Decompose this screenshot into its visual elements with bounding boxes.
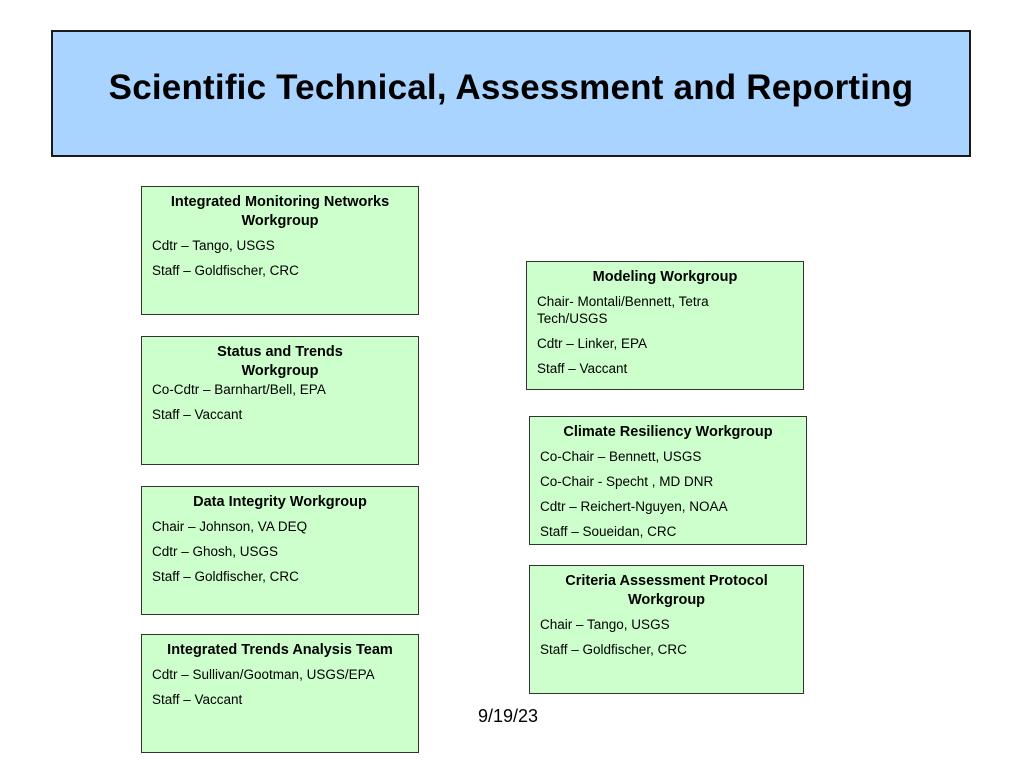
box-title: Data Integrity Workgroup <box>193 494 367 510</box>
modeling-workgroup-box <box>526 261 804 390</box>
data-integrity-box <box>141 486 419 615</box>
title-banner <box>51 30 971 157</box>
box-line: Staff – Goldfischer, CRC <box>152 263 299 278</box>
box-line: Cdtr – Tango, USGS <box>152 238 275 253</box>
integrated-monitoring-networks-box <box>141 186 419 315</box>
box-line: Staff – Goldfischer, CRC <box>152 569 299 584</box>
box-title: Modeling Workgroup <box>592 269 738 285</box>
page-title: Scientific Technical, Assessment and Reporting <box>108 67 914 107</box>
box-line: Chair – Tango, USGS <box>540 617 670 632</box>
box-line: Cdtr – Sullivan/Gootman, USGS/EPA <box>152 667 375 682</box>
climate-resiliency-box <box>529 416 807 545</box>
criteria-assessment-protocol-box <box>529 565 804 694</box>
box-line: Cdtr – Ghosh, USGS <box>152 544 279 559</box>
box-line: Co-Cdtr – Barnhart/Bell, EPA <box>152 382 326 397</box>
box-line: Chair – Johnson, VA DEQ <box>152 519 308 534</box>
slide-date: 9/19/23 <box>478 706 539 726</box>
box-title: Integrated Trends Analysis Team <box>167 642 393 658</box>
box-title: Criteria Assessment Protocol Workgroup <box>565 573 768 608</box>
box-line: Staff – Goldfischer, CRC <box>540 642 687 657</box>
box-title: Integrated Monitoring Networks Workgroup <box>170 194 390 229</box>
box-line: Co-Chair - Specht , MD DNR <box>540 474 714 489</box>
box-line: Chair- Montali/Bennett, Tetra Tech/USGS <box>537 294 709 326</box>
integrated-trends-analysis-box <box>141 634 419 753</box>
box-line: Staff – Soueidan, CRC <box>540 524 677 539</box>
box-line: Co-Chair – Bennett, USGS <box>540 449 702 464</box>
box-line: Staff – Vaccant <box>537 361 628 376</box>
box-line: Staff – Vaccant <box>152 692 243 707</box>
box-line: Cdtr – Linker, EPA <box>537 336 648 351</box>
status-and-trends-box <box>141 336 419 465</box>
box-title: Climate Resiliency Workgroup <box>563 424 773 440</box>
box-title: Status and Trends Workgroup <box>217 344 343 379</box>
box-line: Cdtr – Reichert-Nguyen, NOAA <box>540 499 728 514</box>
box-line: Staff – Vaccant <box>152 407 243 422</box>
